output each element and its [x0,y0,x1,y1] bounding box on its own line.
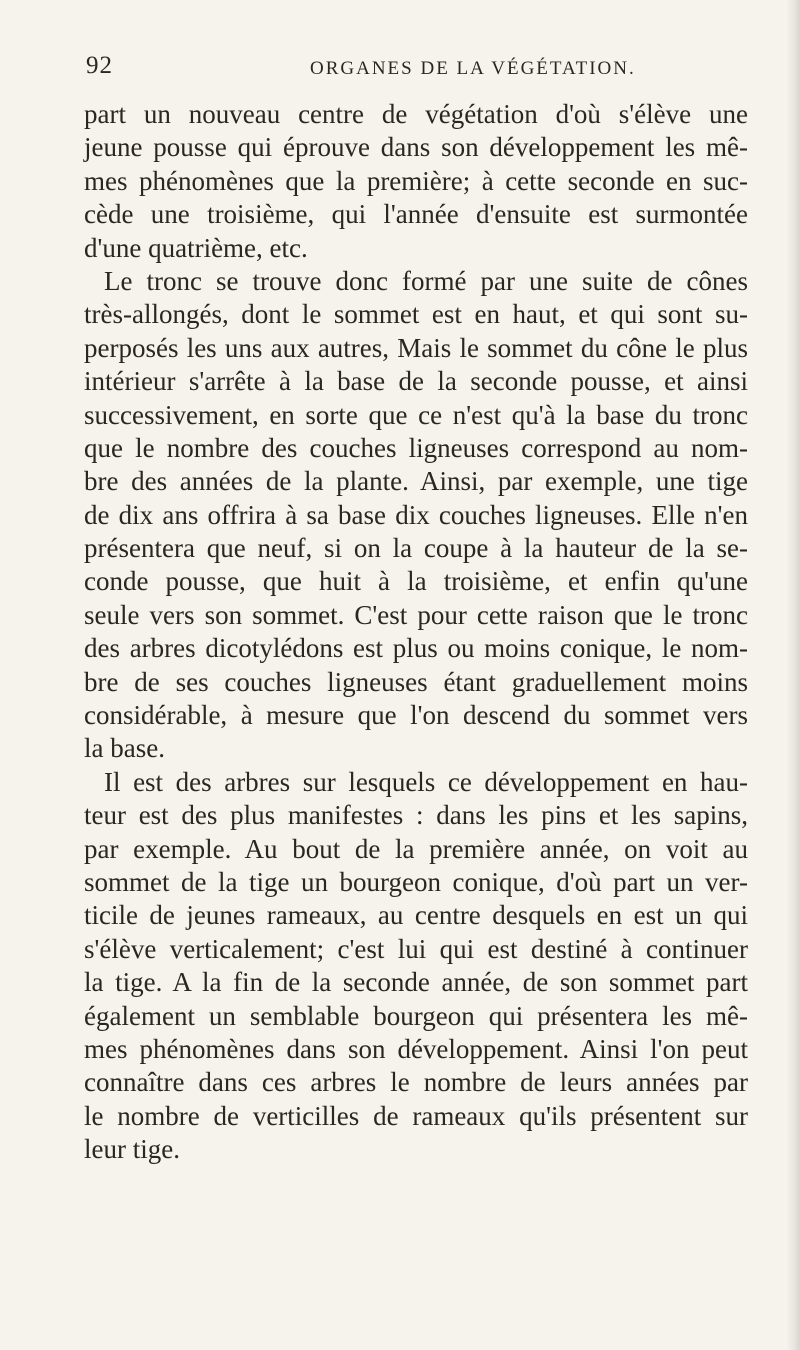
text-line: cède une troisième, qui l'année d'ensuite est surmontée [84,199,748,230]
text-line: des arbres dicotylédons est plus ou moins conique, le nom- [84,633,748,664]
text-line: connaître dans ces arbres le nombre de leurs années par [84,1067,748,1098]
text-line: intérieur s'arrête à la base de la seconde pousse, et ainsi [84,366,748,397]
text-line: que le nombre des couches ligneuses correspond au nom- [84,432,748,463]
text-line: successivement, en sorte que ce n'est qu'à la base du tronc [84,399,748,430]
paragraph-3 [84,766,748,1167]
text-line: la base. [84,733,165,764]
text-line: bre de ses couches ligneuses étant graduellement moins [84,666,748,697]
text-line: de dix ans offrira à sa base dix couches ligneuses. Elle n'en [84,499,748,530]
text-line: présentera que neuf, si on la coupe à la hauteur de la se- [84,533,748,564]
text-line: considérable, à mesure que l'on descend du sommet vers [84,700,748,731]
text-line: le nombre de verticilles de rameaux qu'ils présentent sur [84,1100,748,1131]
text-line: conde pousse, que huit à la troisième, et enfin qu'une [84,566,748,597]
page-header [86,52,746,92]
body-text [84,98,748,1167]
text-line: la tige. A la fin de la seconde année, de son sommet part [84,967,748,998]
text-line: par exemple. Au bout de la première année, on voit au [84,833,748,864]
text-line: s'élève verticalement; c'est lui qui est destiné à continuer [84,933,748,964]
text-line: Il est des arbres sur lesquels ce développement en hau- [104,766,748,797]
running-title: ORGANES DE LA VÉGÉTATION. [310,58,636,79]
text-line: part un nouveau centre de végétation d'où s'élève une [84,99,748,129]
text-line: perposés les uns aux autres, Mais le sommet du cône le plus [84,332,748,363]
text-line: bre des années de la plante. Ainsi, par exemple, une tige [84,466,748,497]
paragraph-2 [84,265,748,766]
text-line: teur est des plus manifestes : dans les pins et les sapins, [84,800,748,831]
text-line: Le tronc se trouve donc formé par une suite de cônes [104,265,748,296]
text-line: mes phénomènes que la première; à cette seconde en suc- [84,165,748,196]
text-line: sommet de la tige un bourgeon conique, d'où part un ver- [84,866,748,897]
paragraph-1 [84,98,748,265]
text-line: également un semblable bourgeon qui présentera les mê- [84,1000,748,1031]
text-line: d'une quatrième, etc. [84,232,308,263]
page-number: 92 [86,52,113,79]
text-line: seule vers son sommet. C'est pour cette raison que le tronc [84,599,748,630]
text-line: ticile de jeunes rameaux, au centre desquels en est un qui [84,900,748,931]
text-line: leur tige. [84,1134,180,1165]
page-edge-shadow [786,0,800,1350]
text-line: jeune pousse qui éprouve dans son développement les mê- [84,132,748,163]
text-line: très-allongés, dont le sommet est en haut, et qui sont su- [84,299,748,330]
text-line: mes phénomènes dans son développement. Ainsi l'on peut [84,1033,748,1064]
